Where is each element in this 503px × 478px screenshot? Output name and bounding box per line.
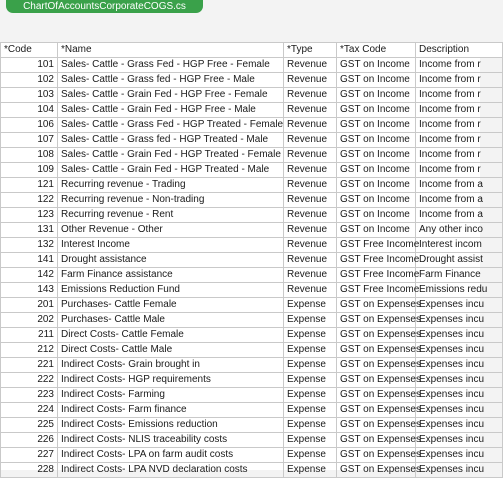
- table-row[interactable]: [1, 463, 503, 478]
- file-tab[interactable]: ChartOfAccountsCorporateCOGS.cs: [6, 0, 203, 13]
- description-cell[interactable]: Expenses incu: [416, 328, 503, 343]
- description-cell[interactable]: Expenses incu: [416, 373, 503, 388]
- code-cell[interactable]: 221: [1, 358, 58, 373]
- name-cell[interactable]: Farm Finance assistance: [58, 268, 284, 283]
- table-row[interactable]: [1, 298, 503, 313]
- code-cell[interactable]: 102: [1, 73, 58, 88]
- tax-code-cell[interactable]: GST on Income: [337, 178, 416, 193]
- tax-code-cell[interactable]: GST Free Income: [337, 283, 416, 298]
- description-cell[interactable]: Expenses incu: [416, 388, 503, 403]
- description-cell[interactable]: Income from r: [416, 58, 503, 73]
- description-cell[interactable]: Income from r: [416, 133, 503, 148]
- tax-code-cell[interactable]: GST on Income: [337, 133, 416, 148]
- description-cell[interactable]: Income from r: [416, 73, 503, 88]
- name-cell[interactable]: Indirect Costs- LPA on farm audit costs: [58, 448, 284, 463]
- tax-code-cell[interactable]: GST on Expenses: [337, 298, 416, 313]
- code-cell[interactable]: 224: [1, 403, 58, 418]
- type-cell[interactable]: Expense: [284, 298, 337, 313]
- table-body: [1, 58, 503, 478]
- tax-code-cell[interactable]: GST on Expenses: [337, 313, 416, 328]
- type-cell[interactable]: Expense: [284, 358, 337, 373]
- table-row[interactable]: [1, 208, 503, 223]
- type-cell[interactable]: Revenue: [284, 118, 337, 133]
- description-cell[interactable]: Farm Finance: [416, 268, 503, 283]
- table-row[interactable]: [1, 373, 503, 388]
- description-cell[interactable]: Drought assist: [416, 253, 503, 268]
- type-cell[interactable]: Revenue: [284, 208, 337, 223]
- tax-code-cell[interactable]: GST on Expenses: [337, 433, 416, 448]
- table-row[interactable]: [1, 88, 503, 103]
- description-cell[interactable]: Expenses incu: [416, 298, 503, 313]
- name-cell[interactable]: Purchases- Cattle Female: [58, 298, 284, 313]
- table-row[interactable]: [1, 418, 503, 433]
- table-row[interactable]: [1, 58, 503, 73]
- code-cell[interactable]: 212: [1, 343, 58, 358]
- tax-code-cell[interactable]: GST Free Income: [337, 268, 416, 283]
- code-cell[interactable]: 225: [1, 418, 58, 433]
- description-cell[interactable]: Emissions redu: [416, 283, 503, 298]
- name-cell[interactable]: Sales- Cattle - Grain Fed - HGP Treated - Female: [58, 148, 284, 163]
- type-cell[interactable]: Revenue: [284, 238, 337, 253]
- code-cell[interactable]: 222: [1, 373, 58, 388]
- type-cell[interactable]: Revenue: [284, 73, 337, 88]
- tax-code-cell[interactable]: GST on Expenses: [337, 358, 416, 373]
- name-cell[interactable]: Indirect Costs- Farm finance: [58, 403, 284, 418]
- table-row[interactable]: [1, 388, 503, 403]
- tax-code-cell[interactable]: GST on Income: [337, 58, 416, 73]
- name-cell[interactable]: Indirect Costs- Grain brought in: [58, 358, 284, 373]
- name-cell[interactable]: Sales- Cattle - Grass fed - HGP Treated - Male: [58, 133, 284, 148]
- type-cell[interactable]: Revenue: [284, 88, 337, 103]
- type-cell[interactable]: Revenue: [284, 133, 337, 148]
- code-cell[interactable]: 123: [1, 208, 58, 223]
- type-cell[interactable]: Revenue: [284, 163, 337, 178]
- table-row[interactable]: [1, 328, 503, 343]
- table-row[interactable]: [1, 133, 503, 148]
- code-cell[interactable]: 227: [1, 448, 58, 463]
- name-cell[interactable]: Indirect Costs- LPA NVD declaration costs: [58, 463, 284, 478]
- description-cell[interactable]: Expenses incu: [416, 463, 503, 478]
- accounts-table: [0, 42, 503, 478]
- name-cell[interactable]: Other Revenue - Other: [58, 223, 284, 238]
- name-cell[interactable]: Sales- Cattle - Grass Fed - HGP Treated - Female: [58, 118, 284, 133]
- tax-code-cell[interactable]: GST on Income: [337, 73, 416, 88]
- spreadsheet[interactable]: [0, 42, 488, 475]
- tax-code-cell[interactable]: GST on Expenses: [337, 403, 416, 418]
- description-cell[interactable]: Income from a: [416, 193, 503, 208]
- name-cell[interactable]: Indirect Costs- Farming: [58, 388, 284, 403]
- col-header-description[interactable]: Description: [416, 43, 503, 58]
- type-cell[interactable]: Expense: [284, 463, 337, 478]
- name-cell[interactable]: Sales- Cattle - Grain Fed - HGP Free - Female: [58, 88, 284, 103]
- type-cell[interactable]: Expense: [284, 418, 337, 433]
- type-cell[interactable]: Expense: [284, 313, 337, 328]
- code-cell[interactable]: 103: [1, 88, 58, 103]
- col-header-type[interactable]: *Type: [284, 43, 337, 58]
- type-cell[interactable]: Revenue: [284, 268, 337, 283]
- name-cell[interactable]: Indirect Costs- NLIS traceability costs: [58, 433, 284, 448]
- code-cell[interactable]: 211: [1, 328, 58, 343]
- description-cell[interactable]: Expenses incu: [416, 358, 503, 373]
- table-row[interactable]: [1, 73, 503, 88]
- code-cell[interactable]: 109: [1, 163, 58, 178]
- description-cell[interactable]: Any other inco: [416, 223, 503, 238]
- tax-code-cell[interactable]: GST on Expenses: [337, 463, 416, 478]
- tax-code-cell[interactable]: GST on Income: [337, 118, 416, 133]
- description-cell[interactable]: Income from r: [416, 118, 503, 133]
- name-cell[interactable]: Indirect Costs- Emissions reduction: [58, 418, 284, 433]
- description-cell[interactable]: Income from r: [416, 103, 503, 118]
- code-cell[interactable]: 122: [1, 193, 58, 208]
- type-cell[interactable]: Revenue: [284, 148, 337, 163]
- code-cell[interactable]: 106: [1, 118, 58, 133]
- name-cell[interactable]: Recurring revenue - Rent: [58, 208, 284, 223]
- tax-code-cell[interactable]: GST on Expenses: [337, 373, 416, 388]
- type-cell[interactable]: Revenue: [284, 58, 337, 73]
- type-cell[interactable]: Revenue: [284, 253, 337, 268]
- name-cell[interactable]: Recurring revenue - Non-trading: [58, 193, 284, 208]
- code-cell[interactable]: 143: [1, 283, 58, 298]
- name-cell[interactable]: Direct Costs- Cattle Male: [58, 343, 284, 358]
- col-header-code[interactable]: *Code: [1, 43, 58, 58]
- description-cell[interactable]: Income from a: [416, 178, 503, 193]
- name-cell[interactable]: Sales- Cattle - Grain Fed - HGP Treated - Male: [58, 163, 284, 178]
- table-row[interactable]: [1, 268, 503, 283]
- code-cell[interactable]: 202: [1, 313, 58, 328]
- description-cell[interactable]: Expenses incu: [416, 313, 503, 328]
- code-cell[interactable]: 101: [1, 58, 58, 73]
- description-cell[interactable]: Interest incom: [416, 238, 503, 253]
- type-cell[interactable]: Expense: [284, 388, 337, 403]
- code-cell[interactable]: 121: [1, 178, 58, 193]
- table-row[interactable]: [1, 148, 503, 163]
- type-cell[interactable]: Expense: [284, 433, 337, 448]
- code-cell[interactable]: 108: [1, 148, 58, 163]
- tax-code-cell[interactable]: GST on Income: [337, 223, 416, 238]
- code-cell[interactable]: 132: [1, 238, 58, 253]
- type-cell[interactable]: Revenue: [284, 103, 337, 118]
- description-cell[interactable]: Income from a: [416, 208, 503, 223]
- table-row[interactable]: [1, 178, 503, 193]
- code-cell[interactable]: 131: [1, 223, 58, 238]
- tax-code-cell[interactable]: GST on Expenses: [337, 448, 416, 463]
- table-row[interactable]: [1, 448, 503, 463]
- name-cell[interactable]: Sales- Cattle - Grass Fed - HGP Free - Female: [58, 58, 284, 73]
- tax-code-cell[interactable]: GST on Income: [337, 103, 416, 118]
- name-cell[interactable]: Drought assistance: [58, 253, 284, 268]
- code-cell[interactable]: 142: [1, 268, 58, 283]
- type-cell[interactable]: Revenue: [284, 283, 337, 298]
- description-cell[interactable]: Expenses incu: [416, 448, 503, 463]
- table-row[interactable]: [1, 193, 503, 208]
- type-cell[interactable]: Revenue: [284, 178, 337, 193]
- table-row[interactable]: [1, 103, 503, 118]
- table-row[interactable]: [1, 403, 503, 418]
- code-cell[interactable]: 226: [1, 433, 58, 448]
- table-row[interactable]: [1, 343, 503, 358]
- name-cell[interactable]: Interest Income: [58, 238, 284, 253]
- name-cell[interactable]: Purchases- Cattle Male: [58, 313, 284, 328]
- name-cell[interactable]: Indirect Costs- HGP requirements: [58, 373, 284, 388]
- table-row[interactable]: [1, 358, 503, 373]
- tax-code-cell[interactable]: GST Free Income: [337, 253, 416, 268]
- tax-code-cell[interactable]: GST on Expenses: [337, 343, 416, 358]
- type-cell[interactable]: Expense: [284, 343, 337, 358]
- name-cell[interactable]: Recurring revenue - Trading: [58, 178, 284, 193]
- description-cell[interactable]: Expenses incu: [416, 418, 503, 433]
- header-row: [1, 43, 503, 58]
- description-cell[interactable]: Income from r: [416, 148, 503, 163]
- tax-code-cell[interactable]: GST on Expenses: [337, 418, 416, 433]
- type-cell[interactable]: Expense: [284, 403, 337, 418]
- file-tab-bar: [0, 0, 480, 22]
- code-cell[interactable]: 223: [1, 388, 58, 403]
- description-cell[interactable]: Expenses incu: [416, 433, 503, 448]
- table-row[interactable]: [1, 433, 503, 448]
- table-row[interactable]: [1, 163, 503, 178]
- code-cell[interactable]: 201: [1, 298, 58, 313]
- tax-code-cell[interactable]: GST on Income: [337, 148, 416, 163]
- code-cell[interactable]: 104: [1, 103, 58, 118]
- code-cell[interactable]: 141: [1, 253, 58, 268]
- col-header-name[interactable]: *Name: [58, 43, 284, 58]
- type-cell[interactable]: Revenue: [284, 193, 337, 208]
- description-cell[interactable]: Expenses incu: [416, 343, 503, 358]
- tax-code-cell[interactable]: GST Free Income: [337, 238, 416, 253]
- description-cell[interactable]: Income from r: [416, 163, 503, 178]
- tax-code-cell[interactable]: GST on Income: [337, 88, 416, 103]
- table-row[interactable]: [1, 238, 503, 253]
- type-cell[interactable]: Revenue: [284, 223, 337, 238]
- tax-code-cell[interactable]: GST on Income: [337, 193, 416, 208]
- name-cell[interactable]: Direct Costs- Cattle Female: [58, 328, 284, 343]
- table-row[interactable]: [1, 283, 503, 298]
- tax-code-cell[interactable]: GST on Income: [337, 163, 416, 178]
- type-cell[interactable]: Expense: [284, 328, 337, 343]
- table-row[interactable]: [1, 118, 503, 133]
- description-cell[interactable]: Expenses incu: [416, 403, 503, 418]
- table-row[interactable]: [1, 253, 503, 268]
- name-cell[interactable]: Emissions Reduction Fund: [58, 283, 284, 298]
- code-cell[interactable]: 228: [1, 463, 58, 478]
- col-header-tax-code[interactable]: *Tax Code: [337, 43, 416, 58]
- name-cell[interactable]: Sales- Cattle - Grass fed - HGP Free - Male: [58, 73, 284, 88]
- code-cell[interactable]: 107: [1, 133, 58, 148]
- name-cell[interactable]: Sales- Cattle - Grain Fed - HGP Free - Male: [58, 103, 284, 118]
- description-cell[interactable]: Income from r: [416, 88, 503, 103]
- type-cell[interactable]: Expense: [284, 448, 337, 463]
- type-cell[interactable]: Expense: [284, 373, 337, 388]
- tax-code-cell[interactable]: GST on Income: [337, 208, 416, 223]
- table-row[interactable]: [1, 223, 503, 238]
- tax-code-cell[interactable]: GST on Expenses: [337, 328, 416, 343]
- tax-code-cell[interactable]: GST on Expenses: [337, 388, 416, 403]
- table-row[interactable]: [1, 313, 503, 328]
